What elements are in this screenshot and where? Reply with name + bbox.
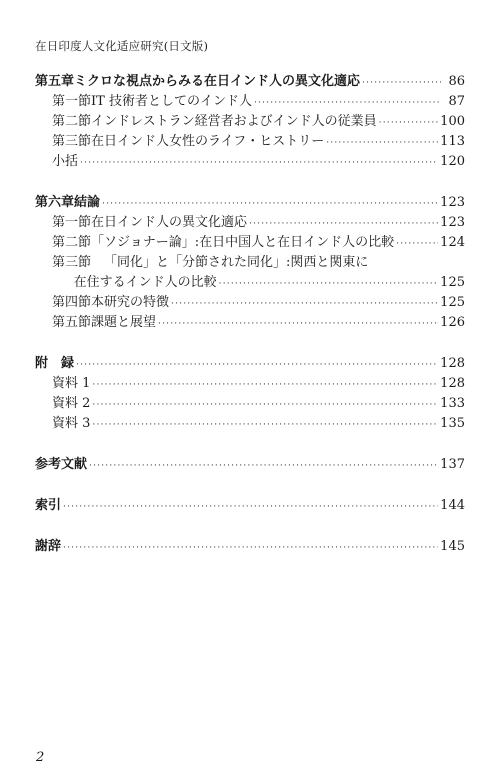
section-number: 第五節 bbox=[52, 315, 92, 330]
toc-section[interactable] bbox=[35, 313, 465, 333]
appendix-title: 附 録 bbox=[35, 356, 75, 371]
section-title: IT 技術者としてのインド人 bbox=[91, 94, 252, 109]
acknowledgments-title: 謝辞 bbox=[35, 539, 62, 554]
toc-chapter-6[interactable] bbox=[35, 193, 465, 213]
leader-dots bbox=[63, 538, 438, 558]
page-number: 87 bbox=[448, 94, 465, 109]
leader-dots bbox=[396, 234, 438, 254]
leader-dots bbox=[254, 93, 441, 113]
section-title: 本研究の特徴 bbox=[91, 295, 170, 310]
toc-references[interactable] bbox=[35, 455, 465, 475]
section-title: 在日インド人女性のライフ・ヒストリー bbox=[91, 134, 325, 149]
page-number: 113 bbox=[440, 134, 465, 149]
leader-dots bbox=[171, 294, 438, 314]
appendix-item-title: 資料 2 bbox=[52, 396, 91, 411]
section-title: 「ソジョナー論」:在日中国人と在日インド人の比較 bbox=[91, 235, 395, 250]
page-number: 137 bbox=[440, 457, 465, 472]
leader-dots bbox=[63, 497, 438, 517]
appendix-item-title: 資料 3 bbox=[52, 416, 91, 431]
section-title: インドレストラン経営者およびインド人の従業員 bbox=[91, 114, 377, 129]
toc-appendix-item[interactable] bbox=[35, 394, 465, 414]
section-number: 第二節 bbox=[52, 114, 92, 129]
index-title: 索引 bbox=[35, 498, 62, 513]
leader-dots bbox=[76, 355, 438, 375]
page-number: 124 bbox=[440, 235, 465, 250]
page-number: 86 bbox=[448, 74, 465, 89]
page-number: 133 bbox=[440, 396, 465, 411]
toc-section[interactable] bbox=[35, 132, 465, 152]
leader-dots bbox=[379, 113, 439, 133]
section-number: 第一節 bbox=[52, 215, 92, 230]
leader-dots bbox=[102, 194, 438, 214]
leader-dots bbox=[219, 274, 439, 294]
section-title: 小括 bbox=[52, 154, 79, 169]
page-number: 125 bbox=[440, 295, 465, 310]
section-number: 第一節 bbox=[52, 94, 92, 109]
page-number: 120 bbox=[440, 154, 465, 169]
section-title: 「同化」と「分節された同化」:関西と関東に bbox=[104, 255, 369, 270]
references-title: 参考文献 bbox=[35, 457, 88, 472]
toc-section[interactable] bbox=[35, 253, 465, 273]
leader-dots bbox=[92, 415, 438, 435]
leader-dots bbox=[92, 395, 438, 415]
leader-dots bbox=[326, 133, 438, 153]
section-number: 第二節 bbox=[52, 235, 92, 250]
toc-section[interactable] bbox=[35, 293, 465, 313]
toc-section-summary[interactable] bbox=[35, 152, 465, 172]
toc-appendix[interactable] bbox=[35, 354, 465, 374]
chapter-title: 結論 bbox=[74, 195, 101, 210]
leader-dots bbox=[92, 375, 438, 395]
page-number: 128 bbox=[440, 376, 465, 391]
page-number: 145 bbox=[440, 539, 465, 554]
page-number: 123 bbox=[440, 195, 465, 210]
table-of-contents bbox=[35, 72, 465, 557]
leader-dots bbox=[249, 214, 438, 234]
section-title: 課題と展望 bbox=[91, 315, 157, 330]
chapter-title: ミクロな視点からみる在日インド人の異文化適応 bbox=[74, 74, 361, 89]
toc-appendix-item[interactable] bbox=[35, 414, 465, 434]
page-number: 144 bbox=[440, 498, 465, 513]
toc-section[interactable] bbox=[35, 233, 465, 253]
toc-appendix-item[interactable] bbox=[35, 374, 465, 394]
running-head: 在日印度人文化适应研究(日文版) bbox=[35, 39, 209, 53]
page-folio: 2 bbox=[36, 750, 45, 765]
section-title: 在住するインド人の比較 bbox=[73, 275, 217, 290]
appendix-item-title: 資料 1 bbox=[52, 376, 91, 391]
page-number: 125 bbox=[440, 275, 465, 290]
toc-section-continuation[interactable] bbox=[35, 273, 465, 293]
toc-index[interactable] bbox=[35, 496, 465, 516]
leader-dots bbox=[80, 153, 438, 173]
page-number: 100 bbox=[440, 114, 465, 129]
toc-section[interactable] bbox=[35, 92, 465, 112]
page-number: 135 bbox=[440, 416, 465, 431]
section-number: 第三節 bbox=[52, 134, 92, 149]
section-number: 第三節 bbox=[52, 255, 92, 270]
page-number: 126 bbox=[440, 315, 465, 330]
leader-dots bbox=[158, 314, 438, 334]
leader-dots bbox=[89, 456, 438, 476]
toc-acknowledgments[interactable] bbox=[35, 537, 465, 557]
page-number: 123 bbox=[440, 215, 465, 230]
page-number: 128 bbox=[440, 356, 465, 371]
section-title: 在日インド人の異文化適応 bbox=[91, 215, 248, 230]
chapter-number: 第五章 bbox=[35, 74, 75, 89]
toc-section[interactable] bbox=[35, 213, 465, 233]
section-number: 第四節 bbox=[52, 295, 92, 310]
leader-dots bbox=[362, 73, 441, 93]
toc-chapter-5[interactable] bbox=[35, 72, 465, 92]
toc-section[interactable] bbox=[35, 112, 465, 132]
chapter-number: 第六章 bbox=[35, 195, 75, 210]
